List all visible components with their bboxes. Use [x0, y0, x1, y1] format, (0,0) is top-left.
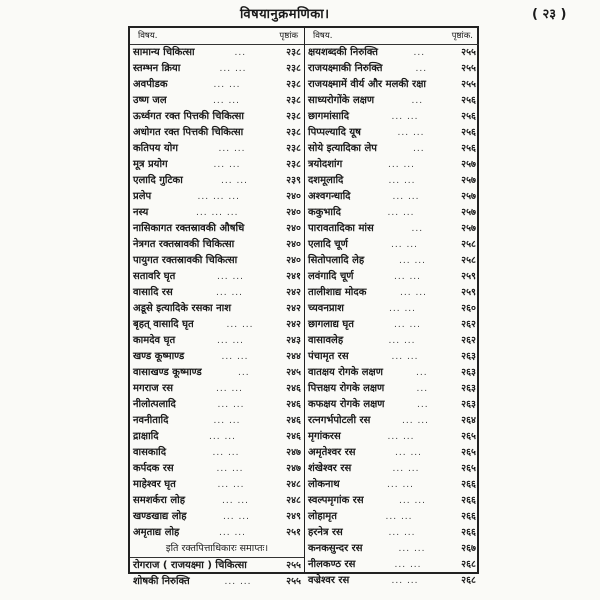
index-entry	[305, 285, 479, 301]
entry-title: कर्पदक रस	[133, 463, 174, 474]
index-entry	[305, 61, 479, 77]
entry-title: च्यवनप्राश	[308, 303, 344, 314]
leader-dots: ...	[234, 48, 247, 58]
leader-dots: ... ...	[388, 336, 416, 346]
entry-title: स्तम्भन क्रिया	[133, 63, 181, 74]
left-entry-list	[130, 45, 304, 590]
entry-page-number: २६२	[461, 319, 476, 330]
entry-page-number: २४३	[286, 335, 301, 346]
leader-dots: ... ...	[385, 512, 413, 522]
entry-title: छागमांसादि	[308, 111, 350, 122]
entry-title: रत्नगर्भपोटली रस	[308, 415, 371, 426]
entry-page-number: २६२	[461, 335, 476, 346]
entry-page-number: २४०	[286, 207, 301, 218]
index-entry	[305, 301, 479, 317]
entry-page-number: २५९	[461, 271, 476, 282]
leader-dots: ... ...	[387, 432, 415, 442]
entry-page-number: २३८	[286, 143, 301, 154]
leader-dots: ... ...	[219, 528, 247, 538]
leader-dots: ... ...	[216, 288, 244, 298]
index-entry	[130, 461, 304, 477]
entry-page-number: २४९	[286, 511, 301, 522]
entry-title: तालीशाद्य मोदक	[308, 287, 367, 298]
index-entry	[305, 173, 479, 189]
page-title: विषयानुक्रमणिका।	[240, 7, 330, 22]
entry-title: ककुभादि	[308, 207, 341, 218]
entry-page-number: २३८	[286, 47, 301, 58]
entry-page-number: २६३	[461, 367, 476, 378]
entry-title: कतिपय योग	[133, 143, 178, 154]
leader-dots: ... ...	[217, 272, 245, 282]
entry-page-number: २६५	[461, 447, 476, 458]
page-heading: पृष्ठांक	[279, 31, 298, 41]
entry-title: रोगराज ( राजयक्ष्मा ) चिकित्सा	[133, 560, 247, 571]
index-entry	[305, 429, 479, 445]
index-entry	[305, 573, 479, 589]
entry-title: पित्तक्षय रोगके लक्षण	[308, 383, 385, 394]
index-entry	[130, 93, 304, 109]
entry-title: वज्रेश्वर रस	[308, 575, 350, 586]
entry-page-number: २४०	[286, 191, 301, 202]
left-column-header	[130, 28, 304, 45]
entry-title: अधोगत रक्त पित्तकी चिकित्सा	[133, 127, 244, 138]
leader-dots: ... ...	[217, 480, 245, 490]
entry-page-number: २६६	[461, 479, 476, 490]
entry-title: सितोपलादि लेह	[308, 255, 365, 266]
leader-dots: ... ...	[213, 160, 241, 170]
index-entry	[130, 45, 304, 61]
right-column-header	[305, 28, 479, 45]
index-entry	[305, 253, 479, 269]
entry-page-number: २४५	[286, 367, 301, 378]
entry-page-number: २४४	[286, 351, 301, 362]
entry-title: स्वल्पमृगांक रस	[308, 495, 364, 506]
leader-dots: ...	[411, 96, 424, 106]
entry-title: एलादि गुटिका	[133, 175, 183, 186]
entry-page-number: २४०	[286, 239, 301, 250]
entry-title: कामदेव घृत	[133, 335, 176, 346]
entry-page-number: २६०	[461, 303, 476, 314]
index-entry	[130, 333, 304, 349]
index-entry	[305, 381, 479, 397]
entry-title: सामान्य चिकित्सा	[133, 47, 195, 58]
leader-dots: ... ...	[394, 320, 422, 330]
entry-title: राजयक्ष्माकी निरुक्ति	[308, 63, 383, 74]
index-entry	[305, 557, 479, 573]
entry-page-number: २४२	[286, 287, 301, 298]
index-entry	[305, 509, 479, 525]
leader-dots: ... ...	[226, 320, 254, 330]
entry-title: इति रक्तपित्ताधिकारः समाप्तः।	[165, 543, 269, 554]
leader-dots: ... ...	[392, 464, 420, 474]
leader-dots: ... ...	[388, 160, 416, 170]
leader-dots: ... ...	[399, 496, 427, 506]
entry-title: नेत्रगत रक्तस्रावकी चिकित्सा	[133, 239, 235, 250]
entry-page-number: २५७	[461, 223, 476, 234]
entry-title: समशर्करा लोह	[133, 495, 186, 506]
entry-page-number: २५५	[461, 47, 476, 58]
leader-dots: ... ... ...	[197, 192, 240, 202]
entry-page-number: २६४	[461, 415, 476, 426]
entry-page-number: २६३	[461, 351, 476, 362]
index-entry	[130, 429, 304, 445]
index-entry	[130, 349, 304, 365]
entry-page-number: २५५	[286, 560, 301, 571]
entry-page-number: २४२	[286, 303, 301, 314]
leader-dots: ... ...	[397, 128, 425, 138]
entry-title: पिप्पल्यादि यूष	[308, 127, 361, 138]
entry-page-number: २६५	[461, 431, 476, 442]
entry-page-number: २५८	[461, 239, 476, 250]
leader-dots: ... ...	[391, 352, 419, 362]
entry-title: दशमूलादि	[308, 175, 344, 186]
index-entry	[130, 237, 304, 253]
entry-page-number: २५५	[461, 63, 476, 74]
entry-title: माहेश्वर घृत	[133, 479, 176, 490]
leader-dots: ... ...	[213, 416, 241, 426]
entry-title: वासाखण्ड कूष्माण्ड	[133, 367, 202, 378]
entry-page-number: २५६	[461, 95, 476, 106]
entry-title: लवंगादि चूर्ण	[308, 271, 354, 282]
index-entry	[130, 221, 304, 237]
leader-dots: ... ...	[213, 80, 241, 90]
leader-dots: ... ...	[217, 400, 245, 410]
page-heading: पृष्ठांक.	[451, 31, 473, 41]
entry-page-number: २६६	[461, 527, 476, 538]
leader-dots: ... ...	[387, 208, 415, 218]
entry-title: वासकादि	[133, 447, 167, 458]
leader-dots: ... ...	[216, 464, 244, 474]
entry-page-number: २३९	[286, 175, 301, 186]
index-entry	[305, 349, 479, 365]
leader-dots: ... ...	[387, 480, 415, 490]
index-entry	[305, 477, 479, 493]
leader-dots: ... ...	[399, 256, 427, 266]
entry-title: प्रलेप	[133, 191, 152, 202]
entry-page-number: २३८	[286, 111, 301, 122]
entry-page-number: २४६	[286, 399, 301, 410]
entry-page-number: २४७	[286, 447, 301, 458]
leader-dots: ...	[416, 384, 429, 394]
index-entry	[305, 445, 479, 461]
entry-page-number: २४६	[286, 383, 301, 394]
index-entry	[130, 493, 304, 509]
entry-page-number: २५७	[461, 175, 476, 186]
entry-title: अमृतेश्वर रस	[308, 447, 356, 458]
index-entry	[130, 285, 304, 301]
entry-page-number: २४६	[286, 431, 301, 442]
entry-title: साध्यरोगोंके लक्षण	[308, 95, 375, 106]
index-entry	[130, 173, 304, 189]
entry-title: पायुगत रक्तस्रावकी चिकित्सा	[133, 255, 238, 266]
leader-dots: ... ...	[221, 176, 249, 186]
entry-page-number: २६५	[461, 463, 476, 474]
entry-page-number: २४६	[286, 415, 301, 426]
entry-page-number: २३८	[286, 79, 301, 90]
entry-page-number: २५६	[461, 143, 476, 154]
index-entry	[305, 269, 479, 285]
index-entry	[130, 574, 304, 590]
entry-page-number: २६६	[461, 511, 476, 522]
entry-page-number: २४२	[286, 319, 301, 330]
index-entry	[305, 221, 479, 237]
entry-page-number: २४७	[286, 463, 301, 474]
index-entry	[130, 413, 304, 429]
leader-dots: ... ...	[400, 288, 428, 298]
entry-page-number: २४८	[286, 495, 301, 506]
right-entry-list	[305, 45, 479, 589]
leader-dots: ... ...	[394, 272, 422, 282]
entry-title: शंखेश्वर रस	[308, 463, 352, 474]
entry-title: त्रयोदशांग	[308, 159, 343, 170]
page-header	[0, 4, 600, 22]
entry-page-number: २४१	[286, 271, 301, 282]
leader-dots: ... ...	[218, 144, 246, 154]
entry-page-number: २५७	[461, 159, 476, 170]
entry-title: नीलकण्ठ रस	[308, 559, 356, 570]
entry-page-number: २३८	[286, 159, 301, 170]
contents-table	[128, 26, 479, 587]
entry-title: उष्ण जल	[133, 95, 167, 106]
index-entry	[305, 45, 479, 61]
index-entry	[305, 77, 479, 93]
leader-dots: ... ...	[395, 448, 423, 458]
entry-title: नस्य	[133, 207, 149, 218]
index-entry	[130, 61, 304, 77]
entry-page-number: २६७	[461, 543, 476, 554]
index-entry	[305, 541, 479, 557]
leader-dots: ...	[238, 368, 250, 378]
entry-title: अडूसे इत्यादिके रसका नाश	[133, 303, 232, 314]
entry-title: नीलोत्पलादि	[133, 399, 176, 410]
index-entry	[130, 253, 304, 269]
leader-dots: ...	[417, 400, 429, 410]
section-end-note	[130, 541, 304, 557]
leader-dots: ... ...	[388, 176, 416, 186]
index-entry	[305, 413, 479, 429]
entry-title: मगराज रस	[133, 383, 174, 394]
index-entry	[130, 157, 304, 173]
leader-dots: ... ...	[388, 528, 416, 538]
entry-page-number: २५९	[461, 287, 476, 298]
leader-dots: ...	[416, 368, 428, 378]
index-entry	[130, 317, 304, 333]
leader-dots: ... ...	[391, 112, 419, 122]
index-entry	[130, 269, 304, 285]
index-entry	[305, 205, 479, 221]
leader-dots: ... ...	[216, 384, 244, 394]
leader-dots: ...	[415, 64, 428, 74]
page-number: ( २३ )	[532, 7, 567, 22]
entry-title: मूत्र प्रयोग	[133, 159, 168, 170]
entry-page-number: २६६	[461, 495, 476, 506]
subject-heading: विषय.	[313, 31, 333, 41]
entry-title: लोहामृत	[308, 511, 337, 522]
index-entry	[130, 205, 304, 221]
entry-page-number: २३८	[286, 63, 301, 74]
entry-title: पंचामृत रस	[308, 351, 349, 362]
entry-page-number: २५८	[461, 255, 476, 266]
entry-page-number: २६८	[461, 559, 476, 570]
entry-title: शोषकी निरुक्ति	[133, 576, 190, 587]
leader-dots: ... ...	[224, 577, 252, 587]
leader-dots: ... ...	[219, 64, 247, 74]
entry-page-number: २४०	[286, 255, 301, 266]
entry-title: खण्डखाद्य लोह	[133, 511, 187, 522]
index-entry	[130, 189, 304, 205]
entry-page-number: २५५	[286, 576, 301, 587]
entry-page-number: २६३	[461, 399, 476, 410]
index-entry	[130, 445, 304, 461]
subject-heading: विषय.	[138, 31, 158, 41]
index-entry	[130, 381, 304, 397]
index-entry	[305, 93, 479, 109]
index-entry	[130, 557, 304, 574]
leader-dots: ...	[413, 48, 426, 58]
entry-page-number: २५५	[461, 79, 476, 90]
entry-page-number: २४०	[286, 223, 301, 234]
entry-title: नासिकागत रक्तस्रावकी औषधि	[133, 223, 245, 234]
leader-dots: ... ...	[394, 560, 422, 570]
index-entry	[130, 141, 304, 157]
entry-title: सतावरि घृत	[133, 271, 176, 282]
entry-page-number: २६३	[461, 383, 476, 394]
entry-page-number: २५७	[461, 207, 476, 218]
entry-title: एलादि चूर्ण	[308, 239, 348, 250]
leader-dots: ... ...	[391, 240, 419, 250]
index-entry	[305, 525, 479, 541]
leader-dots: ... ...	[402, 416, 430, 426]
index-entry	[130, 301, 304, 317]
index-entry	[130, 365, 304, 381]
index-entry	[130, 125, 304, 141]
index-entry	[305, 365, 479, 381]
index-entry	[305, 109, 479, 125]
entry-page-number: २५१	[286, 527, 301, 538]
leader-dots: ... ...	[221, 352, 249, 362]
leader-dots: ...	[413, 144, 425, 154]
leader-dots: ... ...	[391, 576, 419, 586]
entry-page-number: २५६	[461, 111, 476, 122]
entry-title: मृगांकरस	[308, 431, 341, 442]
index-entry	[130, 525, 304, 541]
index-entry	[305, 157, 479, 173]
entry-title: बृहत् वासादि घृत	[133, 319, 194, 330]
entry-page-number: २३८	[286, 127, 301, 138]
index-entry	[130, 77, 304, 93]
entry-title: अमृताद्य लोह	[133, 527, 180, 538]
entry-title: ऊर्ध्वगत रक्त पित्तकी चिकित्सा	[133, 111, 244, 122]
index-entry	[130, 477, 304, 493]
leader-dots: ... ...	[217, 336, 245, 346]
entry-title: वासावलेह	[308, 335, 344, 346]
entry-title: क्षयशब्दकी निरुक्ति	[308, 47, 378, 58]
right-column	[305, 28, 479, 586]
left-column	[130, 28, 305, 587]
leader-dots: ... ...	[213, 96, 241, 106]
leader-dots: ... ...	[222, 496, 250, 506]
leader-dots: ... ...	[212, 448, 240, 458]
leader-dots: ... ...	[389, 304, 417, 314]
leader-dots: ... ... ...	[196, 208, 239, 218]
index-entry	[130, 109, 304, 125]
entry-title: नवनीतादि	[133, 415, 169, 426]
entry-title: कफक्षय रोगके लक्षण	[308, 399, 385, 410]
entry-title: वासादि रस	[133, 287, 173, 298]
entry-title: कनकसुन्दर रस	[308, 543, 363, 554]
index-entry	[130, 397, 304, 413]
index-entry	[305, 141, 479, 157]
entry-title: पारावतादिका मांस	[308, 223, 374, 234]
leader-dots: ... ...	[209, 432, 237, 442]
entry-title: हरनेत्र रस	[308, 527, 343, 538]
entry-title: अश्वगन्धादि	[308, 191, 351, 202]
entry-title: अवपीडक	[133, 79, 168, 90]
entry-title: लोकनाथ	[308, 479, 340, 490]
leader-dots: ... ...	[223, 512, 251, 522]
index-entry	[305, 333, 479, 349]
index-entry	[305, 237, 479, 253]
entry-page-number: २४८	[286, 479, 301, 490]
index-entry	[305, 125, 479, 141]
entry-title: छागलाद्य घृत	[308, 319, 354, 330]
entry-page-number: २५७	[461, 191, 476, 202]
entry-page-number: २३८	[286, 95, 301, 106]
index-entry	[130, 509, 304, 525]
index-entry	[305, 397, 479, 413]
leader-dots: ... ...	[398, 544, 426, 554]
index-entry	[305, 493, 479, 509]
leader-dots: ... ...	[392, 192, 420, 202]
entry-title: खण्ड कूष्माण्ड	[133, 351, 185, 362]
entry-page-number: २५६	[461, 127, 476, 138]
index-entry	[305, 189, 479, 205]
entry-title: द्राक्षादि	[133, 431, 159, 442]
entry-title: राजयक्ष्मामें वीर्य और मलकी रक्षा	[308, 79, 426, 90]
entry-page-number: २६८	[461, 575, 476, 586]
leader-dots: ...	[411, 224, 424, 234]
entry-title: वातक्षय रोगके लक्षण	[308, 367, 383, 378]
index-entry	[305, 461, 479, 477]
index-entry	[305, 317, 479, 333]
entry-title: सोये इत्यादिका लेप	[308, 143, 377, 154]
